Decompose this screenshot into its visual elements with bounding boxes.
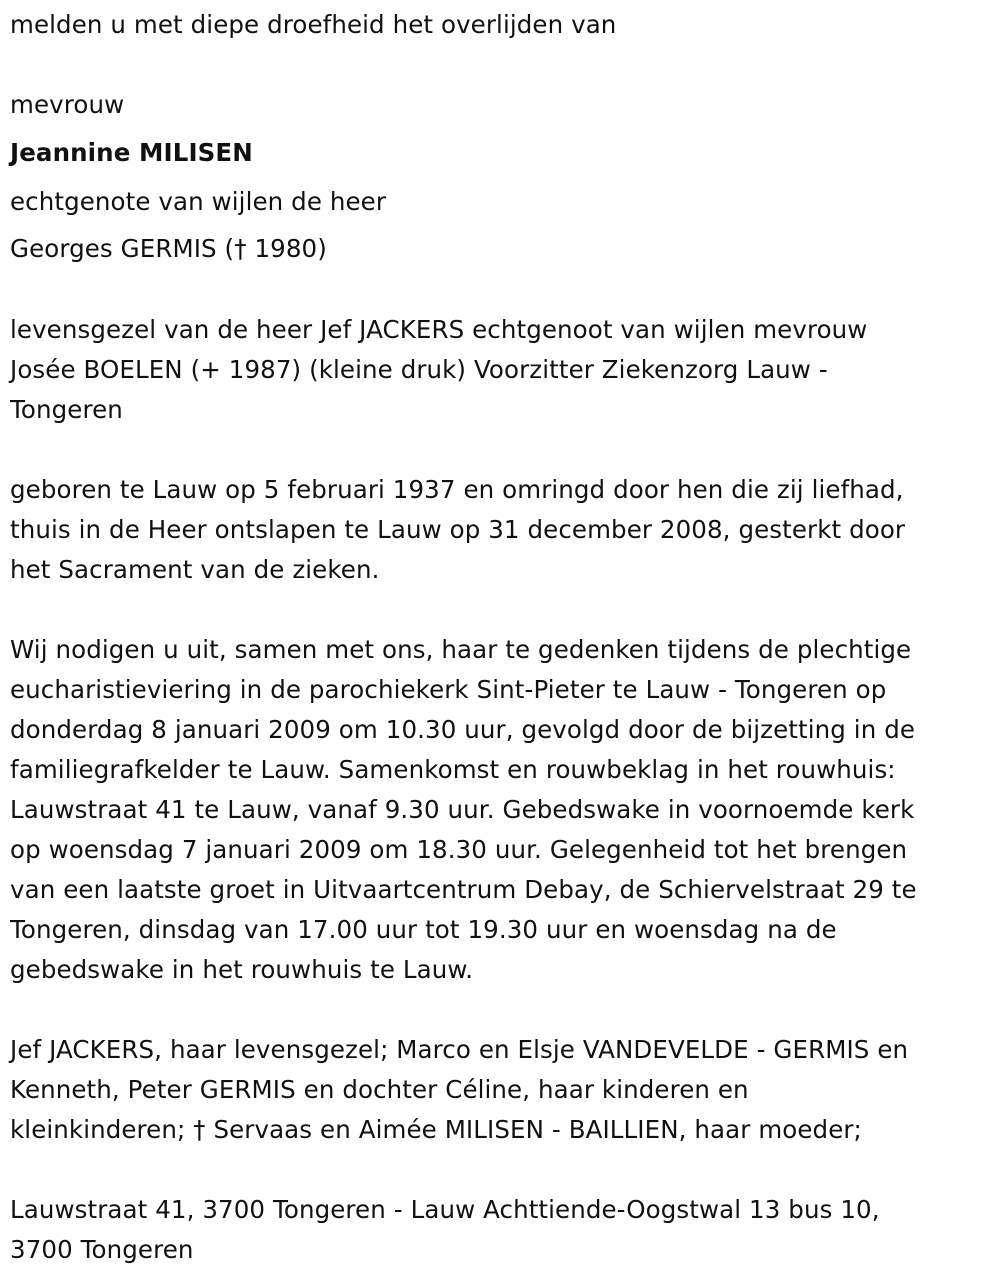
- partner-line: levensgezel van de heer Jef JACKERS echtgenoot van wijlen mevrouw: [10, 315, 868, 344]
- deceased-name: Jeannine MILISEN: [10, 138, 253, 167]
- spouse-label: echtgenote van wijlen de heer: [10, 187, 387, 216]
- service-line: eucharistieviering in de parochiekerk Sint-Pieter te Lauw - Tongeren op: [10, 675, 887, 704]
- family-line: kleinkinderen; † Servaas en Aimée MILISEN - BAILLIEN, haar moeder;: [10, 1115, 862, 1144]
- birth-death-line: thuis in de Heer ontslapen te Lauw op 31 december 2008, gesterkt door: [10, 515, 906, 544]
- birth-death-line: geboren te Lauw op 5 februari 1937 en omringd door hen die zij liefhad,: [10, 475, 904, 504]
- service-line: van een laatste groet in Uitvaartcentrum Debay, de Schiervelstraat 29 te: [10, 875, 917, 904]
- address-line: 3700 Tongeren: [10, 1235, 194, 1264]
- service-line: gebedswake in het rouwhuis te Lauw.: [10, 955, 474, 984]
- intro-line: melden u met diepe droefheid het overlijden van: [10, 10, 617, 39]
- service-line: Lauwstraat 41 te Lauw, vanaf 9.30 uur. Gebedswake in voornoemde kerk: [10, 795, 915, 824]
- birth-death-line: het Sacrament van de zieken.: [10, 555, 380, 584]
- service-line: Wij nodigen u uit, samen met ons, haar te gedenken tijdens de plechtige: [10, 635, 912, 664]
- title-line: mevrouw: [10, 90, 125, 119]
- partner-line: Josée BOELEN (+ 1987) (kleine druk) Voorzitter Ziekenzorg Lauw -: [10, 355, 828, 384]
- family-line: Jef JACKERS, haar levensgezel; Marco en Elsje VANDEVELDE - GERMIS en: [10, 1035, 909, 1064]
- service-line: donderdag 8 januari 2009 om 10.30 uur, gevolgd door de bijzetting in de: [10, 715, 916, 744]
- partner-line: Tongeren: [10, 395, 123, 424]
- family-line: Kenneth, Peter GERMIS en dochter Céline, haar kinderen en: [10, 1075, 749, 1104]
- service-line: op woensdag 7 januari 2009 om 18.30 uur. Gelegenheid tot het brengen: [10, 835, 908, 864]
- spouse-name: Georges GERMIS († 1980): [10, 234, 327, 263]
- address-line: Lauwstraat 41, 3700 Tongeren - Lauw Achttiende-Oogstwal 13 bus 10,: [10, 1195, 880, 1224]
- service-line: Tongeren, dinsdag van 17.00 uur tot 19.30 uur en woensdag na de: [10, 915, 837, 944]
- service-line: familiegrafkelder te Lauw. Samenkomst en rouwbeklag in het rouwhuis:: [10, 755, 896, 784]
